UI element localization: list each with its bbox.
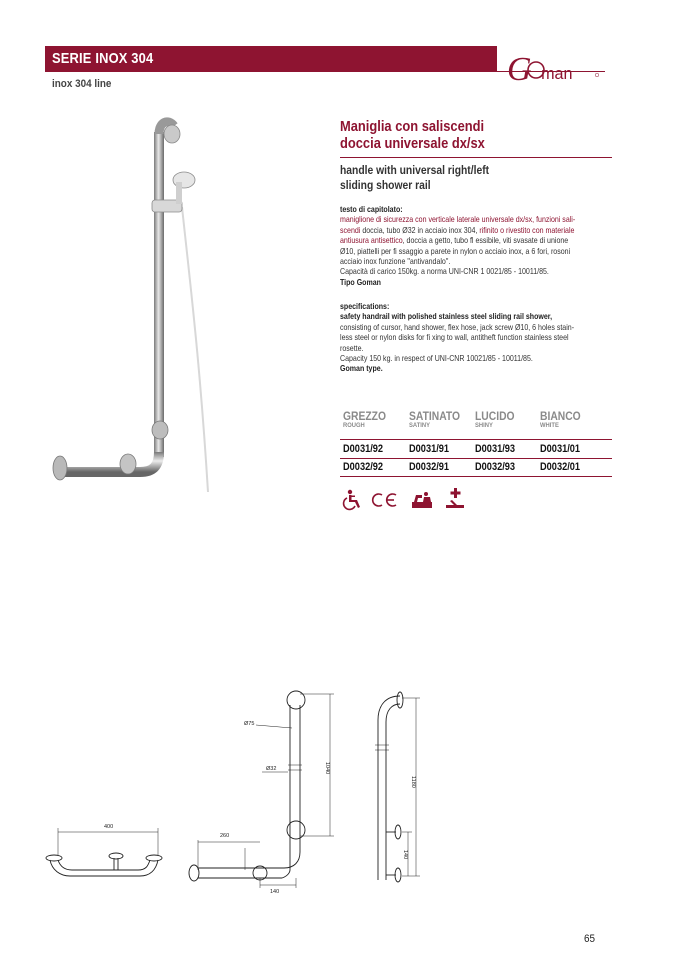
wheelchair-icon [344,490,360,510]
series-title: SERIE INOX 304 [52,50,154,67]
finish-column [540,409,606,429]
dim-400: 400 [104,824,114,830]
spec-it-line7: Tipo Goman [340,277,381,287]
front-view [189,691,334,888]
dim-140-side: 140 [402,850,408,860]
finish-name: BIANCO [540,409,581,423]
finish-column [475,409,541,429]
product-code: D0032/01 [540,461,581,473]
spec-text-en [340,302,598,375]
finish-name: LUCIDO [475,409,515,423]
product-title-it [340,118,589,152]
table-rule [340,439,612,440]
finish-name: SATINATO [409,409,461,423]
finish-column [409,409,475,429]
dim-1040: 1040 [324,762,330,775]
product-code: D0031/92 [343,443,384,455]
table-rule [340,458,612,459]
product-code: D0031/01 [540,443,581,455]
title-it-line2: doccia universale dx/sx [340,135,485,152]
product-code: D0032/93 [475,461,516,473]
spec-it-line6: Capacità di carico 150kg. a norma UNI-CNR 1 0021/85 - 10011/85. [340,267,549,277]
spec-en-line5: Capacity 150 kg. in respect of UNI-CNR 10021/85 - 10011/85. [340,354,533,364]
spec-en-line1: safety handrail with polished stainless steel sliding rail shower, [340,312,553,322]
certification-icons [338,486,478,514]
spec-it-line3b: , doccia a getto, tubo fl essibile, viti svasate di unione [402,236,569,246]
dim-260: 260 [220,833,230,839]
spec-it-line4: Ø10, piattelli per fi ssaggio a parete in nylon o acciaio inox, a 6 fori, rosoni [340,246,571,256]
product-title-en [340,163,489,193]
svg-text:man: man [541,63,573,84]
product-code: D0032/92 [343,461,384,473]
product-code: D0031/91 [409,443,450,455]
dim-1180: 1180 [410,776,416,788]
shower-icon [412,492,432,508]
spec-it-heading: testo di capitolato: [340,205,403,214]
goman-logo [505,44,605,88]
dim-140-front: 140 [270,889,280,895]
spec-it-line1: maniglione di sicurezza con verticale laterale universale dx/sx, funzioni sali- [340,215,576,225]
spec-it-line5: acciaio inox funzione "antivandalo". [340,257,451,267]
dim-diameter-32: Ø32 [266,766,277,772]
spec-en-line4: rosette. [340,343,364,353]
title-it-line1: Maniglia con saliscendi [340,118,485,135]
spec-it-line2c: rifinito o rivestito con materiale [479,225,575,235]
finish-sub: ROUGH [343,422,365,429]
spec-text-it [340,205,598,288]
finish-sub: WHITE [540,422,559,429]
first-aid-icon [446,488,464,508]
spec-en-line2: consisting of cursor, hand shower, flex hose, jack screw Ø10, 6 holes stain- [340,322,575,332]
finish-sub: SATINY [409,422,431,429]
spec-en-heading: specifications: [340,302,390,311]
finish-column [343,409,409,429]
title-en-line1: handle with universal right/left [340,163,490,177]
page-number: 65 [584,933,596,945]
title-en-line2: sliding shower rail [340,178,431,192]
technical-drawing [30,680,450,900]
finish-sub: SHINY [475,422,493,429]
spec-en-line6: Goman type. [340,364,383,374]
top-view [46,828,162,876]
svg-text:G: G [507,51,532,88]
finish-name: GREZZO [343,409,386,423]
spec-it-line3a: antiusura antisettico [340,236,403,246]
product-photo [40,112,240,492]
spec-it-line2b: doccia, tubo Ø32 in acciaio inox 304, [360,225,480,235]
product-code: D0031/93 [475,443,516,455]
ce-mark-icon [373,494,396,506]
table-rule [340,476,612,477]
spec-it-line2a: scendi [340,225,361,235]
series-subtitle: inox 304 line [52,78,112,90]
title-divider [340,157,612,158]
spec-en-line3: less steel or nylon disks for fi xing to wall, antitheft function stainless steel [340,333,569,343]
product-code: D0032/91 [409,461,450,473]
dim-diameter-75: Ø75 [244,721,255,727]
